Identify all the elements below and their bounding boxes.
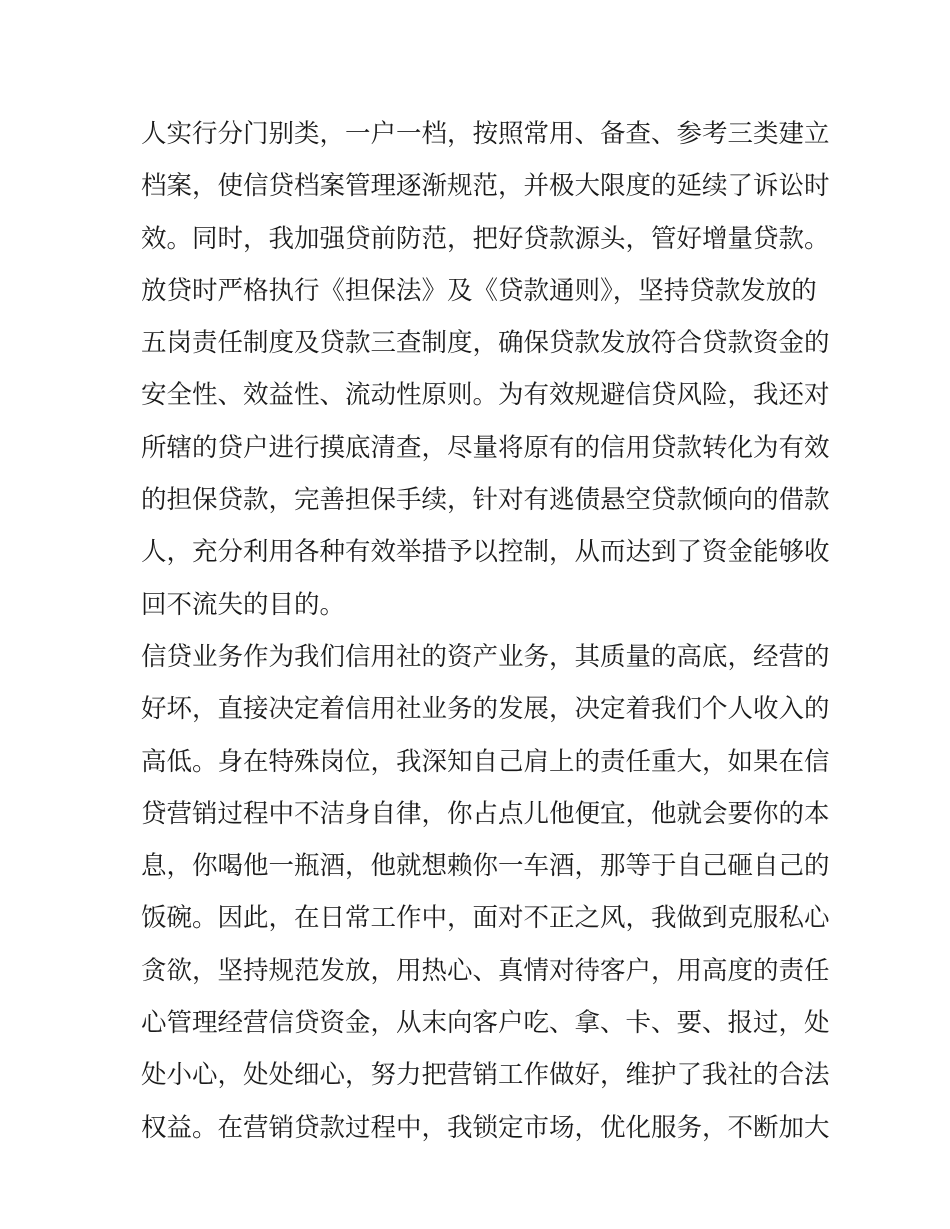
text-line: 处小心，处处细心，努力把营销工作做好，维护了我社的合法 (141, 1060, 830, 1091)
text-line: 放贷时严格执行《担保法》及《贷款通则》，坚持贷款发放的 (141, 275, 817, 306)
text-line: 五岗责任制度及贷款三查制度，确保贷款发放符合贷款资金的 (141, 328, 830, 359)
text-line: 所辖的贷户进行摸底清查，尽量将原有的信用贷款转化为有效 (141, 432, 830, 463)
text-line: 好坏，直接决定着信用社业务的发展，决定着我们个人收入的 (141, 694, 830, 725)
text-line: 高低。身在特殊岗位，我深知自己肩上的责任重大，如果在信 (141, 746, 830, 777)
text-line: 贷营销过程中不洁身自律，你占点儿他便宜，他就会要你的本 (141, 798, 830, 829)
text-line: 档案，使信贷档案管理逐渐规范，并极大限度的延续了诉讼时 (141, 171, 830, 202)
text-line: 权益。在营销贷款过程中，我锁定市场，优化服务，不断加大 (141, 1112, 830, 1143)
text-line: 回不流失的目的。 (141, 589, 346, 620)
text-line: 安全性、效益性、流动性原则。为有效规避信贷风险，我还对 (141, 380, 830, 411)
text-line: 人实行分门别类，一户一档，按照常用、备查、参考三类建立 (141, 119, 830, 149)
text-line: 人，充分利用各种有效举措予以控制，从而达到了资金能够收 (141, 537, 830, 568)
text-line: 效。同时，我加强贷前防范，把好贷款源头，管好增量贷款。 (141, 223, 830, 254)
text-line: 贪欲，坚持规范发放，用热心、真情对待客户，用高度的责任 (141, 955, 830, 986)
document-body (141, 108, 830, 1154)
text-line: 饭碗。因此，在日常工作中，面对不正之风，我做到克服私心 (141, 903, 830, 934)
text-line: 信贷业务作为我们信用社的资产业务，其质量的高底，经营的 (141, 641, 830, 672)
text-line: 息，你喝他一瓶酒，他就想赖你一车酒，那等于自己砸自己的 (141, 851, 830, 882)
text-line: 的担保贷款，完善担保手续，针对有逃债悬空贷款倾向的借款 (141, 485, 830, 516)
text-line: 心管理经营信贷资金，从末向客户吃、拿、卡、要、报过，处 (141, 1008, 830, 1039)
